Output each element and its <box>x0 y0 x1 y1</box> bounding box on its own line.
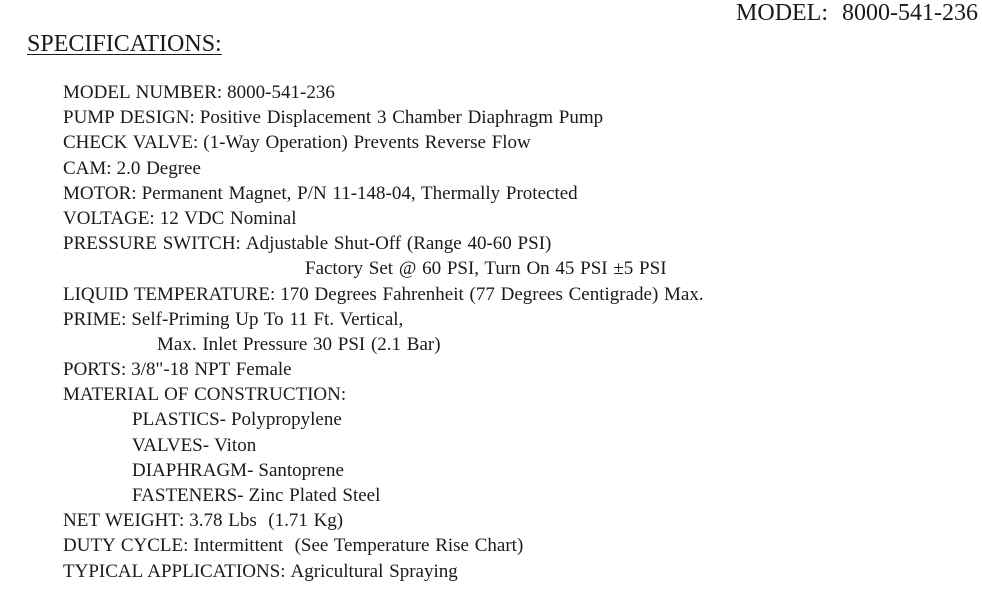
spec-label: CHECK VALVE: <box>63 132 199 154</box>
spec-value: Intermittent (See Temperature Rise Chart) <box>193 535 524 557</box>
spec-label: TYPICAL APPLICATIONS: <box>63 560 286 582</box>
spec-motor <box>63 181 973 206</box>
spec-material-fasteners <box>63 483 973 508</box>
material-value: Zinc Plated Steel <box>248 485 381 506</box>
spec-value: Adjustable Shut-Off (Range 40-60 PSI) <box>245 233 552 255</box>
material-value: Santoprene <box>258 459 344 481</box>
spec-model-number <box>63 80 973 105</box>
spec-material-plastics <box>63 407 973 432</box>
spec-pump-design <box>63 105 973 130</box>
material-label: PLASTICS- <box>132 409 226 431</box>
spec-voltage <box>63 206 973 231</box>
spec-value: 2.0 Degree <box>116 157 201 179</box>
spec-prime <box>63 307 973 332</box>
spec-material-diaphragm <box>63 458 973 483</box>
spec-label: PUMP DESIGN: <box>63 107 195 129</box>
spec-ports <box>63 357 973 382</box>
spec-value: Permanent Magnet, P/N 11-148-04, Thermally Protected <box>141 182 578 204</box>
spec-label: PORTS: <box>63 359 127 381</box>
material-label: VALVES- <box>132 434 210 456</box>
material-label: FASTENERS- <box>132 485 244 506</box>
spec-liquid-temperature <box>63 282 973 307</box>
spec-value: Self-Priming Up To 11 Ft. Vertical, <box>131 308 404 330</box>
spec-label: LIQUID TEMPERATURE: <box>63 283 276 305</box>
spec-cam <box>63 156 973 181</box>
spec-label: NET WEIGHT: <box>63 510 185 532</box>
spec-value: 170 Degrees Fahrenheit (77 Degrees Centigrade) Max. <box>280 283 704 305</box>
model-header <box>736 0 978 26</box>
spec-value: Agricultural Spraying <box>290 560 458 582</box>
material-value: Viton <box>214 434 257 456</box>
spec-typical-applications <box>63 559 973 584</box>
spec-pressure-switch-continuation: Factory Set @ 60 PSI, Turn On 45 PSI ±5 PSI <box>305 258 667 280</box>
spec-label: MOTOR: <box>63 182 137 204</box>
spec-label: DUTY CYCLE: <box>63 535 189 557</box>
spec-label: PRIME: <box>63 308 127 330</box>
spec-label: MATERIAL OF CONSTRUCTION: <box>63 384 347 406</box>
spec-label: CAM: <box>63 157 112 179</box>
spec-value: 8000-541-236 <box>227 82 335 103</box>
spec-label: MODEL NUMBER: <box>63 82 223 103</box>
spec-check-valve <box>63 130 973 155</box>
spec-label: PRESSURE SWITCH: <box>63 233 241 255</box>
material-label: DIAPHRAGM- <box>132 459 254 481</box>
spec-pressure-switch <box>63 231 973 256</box>
spec-value: Positive Displacement 3 Chamber Diaphragm Pump <box>199 107 604 129</box>
spec-label: VOLTAGE: <box>63 207 155 229</box>
spec-value: (1-Way Operation) Prevents Reverse Flow <box>203 132 531 154</box>
spec-value: 12 VDC Nominal <box>159 207 297 229</box>
spec-material-valves <box>63 433 973 458</box>
spec-duty-cycle <box>63 533 973 558</box>
spec-net-weight <box>63 508 973 533</box>
material-value: Polypropylene <box>230 409 342 431</box>
spec-material-of-construction <box>63 382 973 407</box>
specifications-list <box>63 80 973 584</box>
spec-value: 3/8"-18 NPT Female <box>131 359 292 381</box>
model-header-value: 8000-541-236 <box>842 0 978 26</box>
model-header-label: MODEL: <box>736 0 829 26</box>
spec-prime-continuation: Max. Inlet Pressure 30 PSI (2.1 Bar) <box>157 333 441 355</box>
spec-value: 3.78 Lbs (1.71 Kg) <box>189 510 344 532</box>
specifications-heading: SPECIFICATIONS: <box>27 31 222 57</box>
